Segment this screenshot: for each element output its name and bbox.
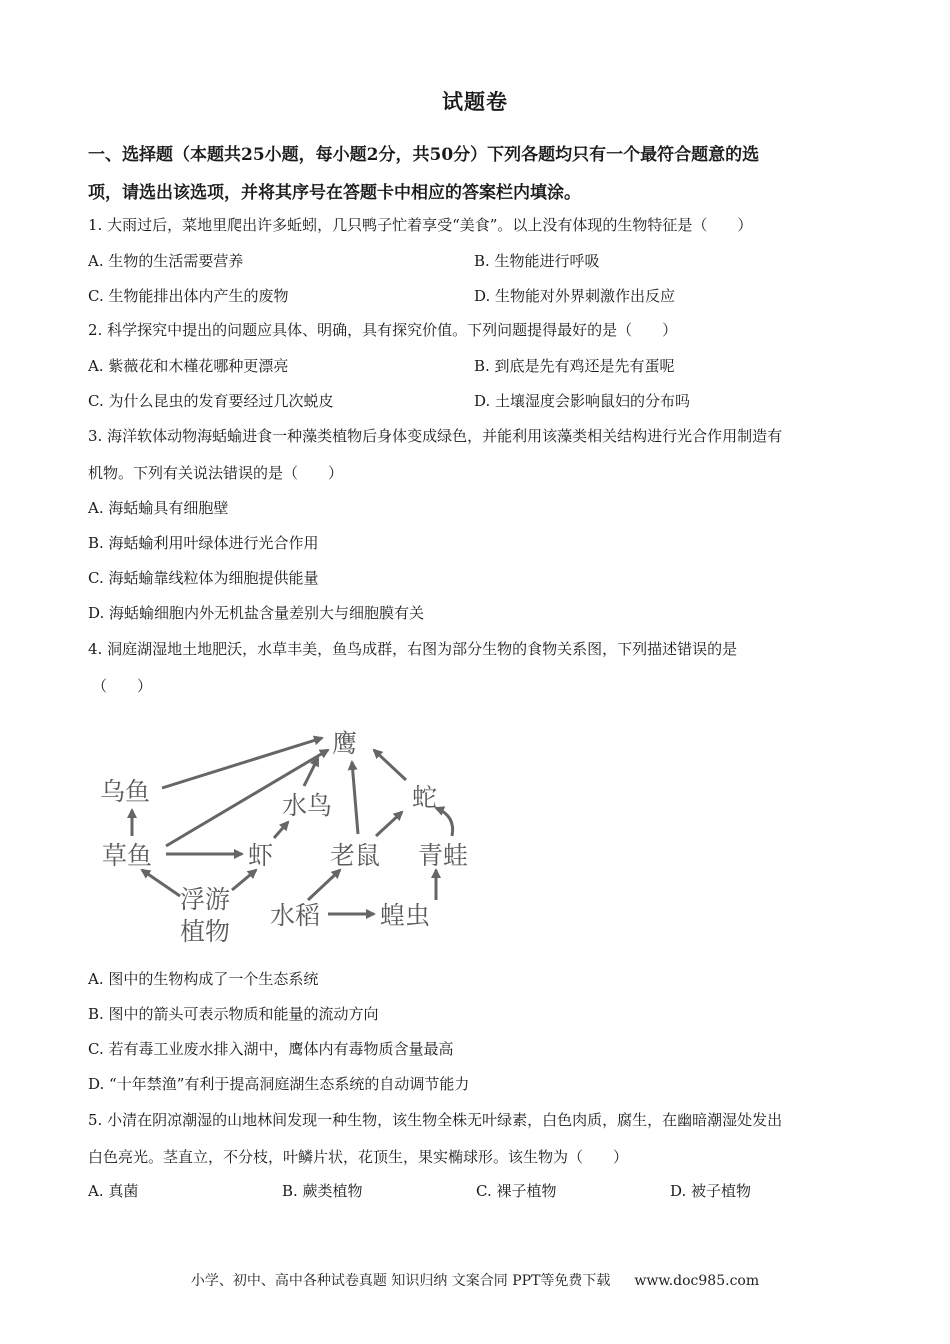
question-1-option-d: D. 生物能对外界刺激作出反应 xyxy=(474,287,676,305)
label-plankton-line1: 浮游 xyxy=(180,885,231,914)
label-grasscarp: 草鱼 xyxy=(102,841,153,870)
page-footer xyxy=(0,1270,950,1290)
question-1-stem: 1. 大雨过后，菜地里爬出许多蚯蚓，几只鸭子忙着享受“美食”。以上没有体现的生物特征是（ ） xyxy=(88,216,753,234)
question-3-stem-line1: 3. 海洋软体动物海蛞蝓进食一种藻类植物后身体变成绿色，并能利用该藻类相关结构进行光合作用制造有 xyxy=(88,427,783,445)
question-2-option-c: C. 为什么昆虫的发育要经过几次蜕皮 xyxy=(88,392,334,410)
question-3-option-b: B. 海蛞蝓利用叶绿体进行光合作用 xyxy=(88,534,319,552)
question-5-option-a: A. 真菌 xyxy=(88,1182,139,1200)
arrow-mouse-eagle xyxy=(352,762,358,834)
question-5-stem-line1: 5. 小清在阴凉潮湿的山地林间发现一种生物，该生物全株无叶绿素，白色肉质，腐生，在幽暗潮湿处发出 xyxy=(88,1111,783,1129)
page-title: 试题卷 xyxy=(442,89,508,114)
arrow-snake-eagle xyxy=(374,750,406,780)
label-plankton-line2: 植物 xyxy=(180,917,231,946)
label-locust: 蝗虫 xyxy=(380,901,431,930)
label-snake: 蛇 xyxy=(412,783,438,812)
arrow-blackfish-eagle xyxy=(162,738,322,788)
label-mouse: 老鼠 xyxy=(330,841,381,870)
question-3-option-c: C. 海蛞蝓靠线粒体为细胞提供能量 xyxy=(88,569,319,587)
arrow-rice-mouse xyxy=(308,870,340,900)
arrow-plankton-grasscarp xyxy=(142,870,180,896)
arrow-shrimp-waterbird xyxy=(274,822,288,838)
food-web-diagram xyxy=(84,700,504,950)
question-4-option-a: A. 图中的生物构成了一个生态系统 xyxy=(88,970,319,988)
question-5-option-c: C. 裸子植物 xyxy=(476,1182,557,1200)
question-1-option-a: A. 生物的生活需要营养 xyxy=(88,252,244,270)
label-waterbird: 水鸟 xyxy=(282,791,333,820)
label-shrimp: 虾 xyxy=(248,841,274,870)
question-5-stem-line2: 白色亮光。茎直立，不分枝，叶鳞片状，花顶生，果实椭球形。该生物为（ ） xyxy=(88,1148,629,1166)
label-eagle: 鹰 xyxy=(332,729,358,758)
question-4-option-c: C. 若有毒工业废水排入湖中，鹰体内有毒物质含量最高 xyxy=(88,1040,454,1058)
question-1-option-c: C. 生物能排出体内产生的废物 xyxy=(88,287,289,305)
question-4-option-d: D. “十年禁渔”有利于提高洞庭湖生态系统的自动调节能力 xyxy=(88,1075,470,1093)
question-3-option-d: D. 海蛞蝓细胞内外无机盐含量差别大与细胞膜有关 xyxy=(88,604,425,622)
question-4-stem-line2: （ ） xyxy=(92,677,153,695)
question-5-option-d: D. 被子植物 xyxy=(670,1182,752,1200)
question-5-option-b: B. 蕨类植物 xyxy=(282,1182,363,1200)
question-2-option-b: B. 到底是先有鸡还是先有蛋呢 xyxy=(474,357,675,375)
label-frog: 青蛙 xyxy=(418,841,469,870)
question-3-stem-line2: 机物。下列有关说法错误的是（ ） xyxy=(88,464,344,482)
question-4-stem-line1: 4. 洞庭湖湿地土地肥沃，水草丰美，鱼鸟成群，右图为部分生物的食物关系图，下列描述错误的是 xyxy=(88,640,738,658)
footer-text: 小学、初中、高中各种试卷真题 知识归纳 文案合同 PPT等免费下载 xyxy=(190,1273,611,1289)
section-heading-line1: 一、选择题（本题共25小题，每小题2分，共50分）下列各题均只有一个最符合题意的选 xyxy=(88,145,760,165)
section-heading-line2: 项，请选出该选项，并将其序号在答题卡中相应的答案栏内填涂。 xyxy=(88,183,581,203)
label-rice: 水稻 xyxy=(270,901,321,930)
question-4-option-b: B. 图中的箭头可表示物质和能量的流动方向 xyxy=(88,1005,379,1023)
arrow-frog-snake xyxy=(436,808,453,836)
footer-url[interactable]: www.doc985.com xyxy=(634,1273,760,1289)
question-3-option-a: A. 海蛞蝓具有细胞壁 xyxy=(88,499,229,517)
question-2-stem: 2. 科学探究中提出的问题应具体、明确，具有探究价值。下列问题提得最好的是（ ） xyxy=(88,321,678,339)
question-1-option-b: B. 生物能进行呼吸 xyxy=(474,252,600,270)
question-2-option-a: A. 紫薇花和木槿花哪种更漂亮 xyxy=(88,357,289,375)
label-blackfish: 乌鱼 xyxy=(100,777,151,806)
arrow-plankton-shrimp xyxy=(232,870,256,890)
question-2-option-d: D. 土壤湿度会影响鼠妇的分布吗 xyxy=(474,392,691,410)
arrow-mouse-snake xyxy=(376,812,402,836)
